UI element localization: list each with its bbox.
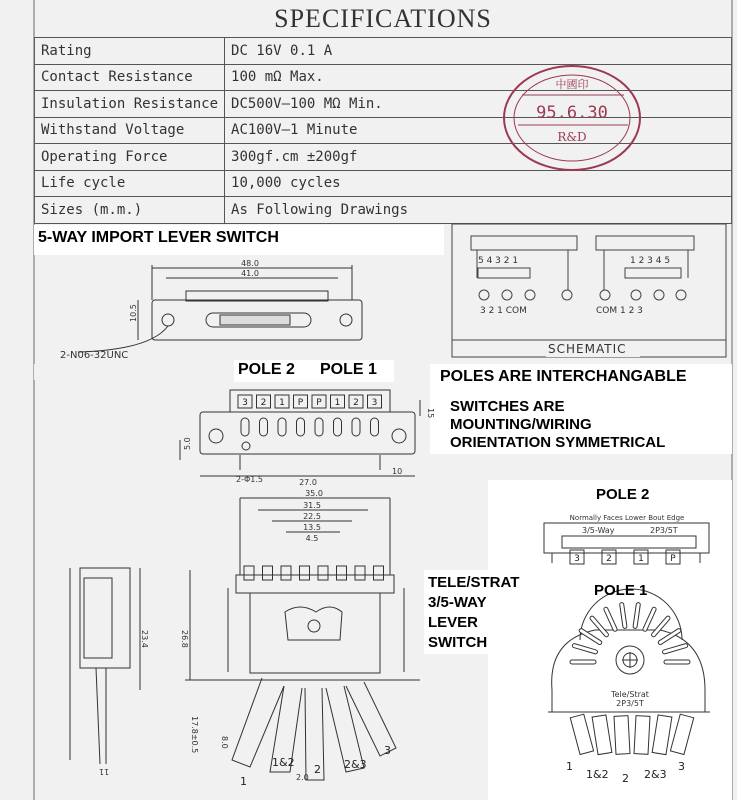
dim-20: 2.0 <box>296 773 309 782</box>
dim-135: 13.5 <box>303 523 321 532</box>
spec-value: As Following Drawings <box>225 197 732 224</box>
schematic-caption: SCHEMATIC <box>548 342 627 356</box>
right-lug-label: 1 <box>566 760 573 773</box>
lug-hole <box>315 418 323 436</box>
spec-label: Operating Force <box>35 144 225 171</box>
schematic-left-pins: 3 2 1 COM <box>480 306 527 316</box>
spec-label: Life cycle <box>35 170 225 197</box>
lug-hole <box>260 418 268 436</box>
spec-value: AC100V–1 Minute <box>225 117 732 144</box>
right-switch-body-label1: Tele/Strat <box>611 690 649 699</box>
heading-symmetrical-3: ORIENTATION SYMMETRICAL <box>450 434 666 451</box>
lug-label: 1&2 <box>272 756 295 769</box>
lug-marking: 1 <box>334 398 341 408</box>
assembly-lug <box>337 566 347 580</box>
dim-234: 23.4 <box>140 630 149 648</box>
right-switch-left-tag: 3/5-Way <box>582 526 615 535</box>
spec-label: Sizes (m.m.) <box>35 197 225 224</box>
heading-tele-4: SWITCH <box>428 634 488 651</box>
assembly-lug <box>355 566 365 580</box>
schematic-right-top: 1 2 3 4 5 <box>630 256 671 266</box>
heading-lever-switch: 5-WAY IMPORT LEVER SWITCH <box>38 229 279 246</box>
lug-hole <box>371 418 379 436</box>
spec-value: DC500V–100 MΩ Min. <box>225 91 732 118</box>
heading-interchangable: POLES ARE INTERCHANGABLE <box>440 368 687 385</box>
lug-hole <box>334 418 342 436</box>
assembly-lug <box>374 566 384 580</box>
right-lug-label: 2&3 <box>644 768 667 781</box>
heading-tele-2: 3/5-WAY <box>428 594 487 611</box>
schematic-left-top: 5 4 3 2 1 <box>478 256 519 266</box>
heading-pole1: POLE 1 <box>320 361 377 378</box>
lug-marking: 2 <box>353 398 359 408</box>
lug-marking: 2 <box>260 398 267 408</box>
spec-label: Withstand Voltage <box>35 117 225 144</box>
thread-callout: 2-N06-32UNC <box>60 350 129 361</box>
lug-hole <box>278 418 286 436</box>
right-lug-label: 2 <box>622 772 629 785</box>
assembly-lug <box>281 566 291 580</box>
spec-value: DC 16V 0.1 A <box>225 38 732 65</box>
right-lug-label: 1&2 <box>586 768 609 781</box>
spec-label: Rating <box>35 38 225 65</box>
dim-268: 26.8 <box>180 630 189 648</box>
dim-10: 10 <box>392 467 403 476</box>
dim-27: 27.0 <box>299 478 317 487</box>
dim-225: 22.5 <box>303 512 321 521</box>
heading-pole1-right: POLE 1 <box>594 582 648 599</box>
lug-marking: 3 <box>242 398 248 408</box>
dim-48: 48.0 <box>241 259 259 268</box>
right-lug-label: 3 <box>678 760 685 773</box>
lug-label: 2&3 <box>344 758 367 771</box>
spec-value: 300gf.cm ±200gf <box>225 144 732 171</box>
right-switch-faces-note: Normally Faces Lower Bout Edge <box>569 514 685 522</box>
spec-value: 100 mΩ Max. <box>225 64 732 91</box>
lug-marking: 3 <box>371 398 378 408</box>
dim-15: 15 <box>426 408 435 419</box>
page-title: SPECIFICATIONS <box>274 4 492 33</box>
bottom-lug-row <box>244 566 384 580</box>
assembly-lug <box>300 566 310 580</box>
right-pole2-lug-marking: 3 <box>574 554 580 564</box>
dim-50: 5.0 <box>183 437 192 450</box>
lug-marking: P <box>297 398 304 408</box>
lug-label: 2 <box>314 763 321 776</box>
dim-2phi: 2-Φ1.5 <box>236 475 263 484</box>
lug-hole <box>352 418 360 436</box>
right-pole2-lug-marking: 1 <box>638 554 644 564</box>
schematic-diagram <box>452 224 726 357</box>
lever-switch-top-view <box>78 265 362 352</box>
assembly-lug <box>318 566 328 580</box>
spec-label: Contact Resistance <box>35 64 225 91</box>
lever-switch-bottom-view <box>70 498 420 780</box>
right-pole2-lug-marking: P <box>670 554 676 564</box>
dim-35: 35.0 <box>305 489 323 498</box>
stamp-line1: 中國印 <box>555 78 589 91</box>
dim-105: 10.5 <box>129 304 138 322</box>
lug-label: 3 <box>384 744 391 757</box>
heading-tele-1: TELE/STRAT <box>428 574 520 591</box>
lug-hole <box>241 418 249 436</box>
spec-value: 10,000 cycles <box>225 170 732 197</box>
stamp-line3: R&D <box>557 130 587 144</box>
lug-label: 1 <box>240 775 247 788</box>
dim-11: 11 <box>98 767 110 776</box>
heading-pole2: POLE 2 <box>238 361 295 378</box>
right-pole2-lug-marking: 2 <box>606 554 612 564</box>
mid-lug-row <box>238 395 382 436</box>
lug-marking: P <box>316 398 322 408</box>
dim-315: 31.5 <box>303 501 321 510</box>
assembly-lug <box>263 566 273 580</box>
assembly-lug <box>244 566 254 580</box>
heading-pole2-right: POLE 2 <box>596 486 650 503</box>
spec-label: Insulation Resistance <box>35 91 225 118</box>
heading-tele-3: LEVER <box>428 614 479 631</box>
dim-178: 17.8±0.5 <box>190 716 199 754</box>
heading-symmetrical-1: SWITCHES ARE <box>450 398 565 415</box>
right-switch-body-label2: 2P3/5T <box>616 699 644 708</box>
dim-45: 4.5 <box>305 534 319 543</box>
lug-hole <box>297 418 305 436</box>
dim-41: 41.0 <box>241 269 259 278</box>
dim-80: 8.0 <box>220 736 229 749</box>
stamp-date: 95.6.30 <box>536 103 608 123</box>
lug-marking: 1 <box>279 398 285 408</box>
schematic-right-pins: COM 1 2 3 <box>596 306 643 316</box>
heading-symmetrical-2: MOUNTING/WIRING <box>450 416 592 433</box>
approval-stamp <box>504 66 640 170</box>
right-switch-right-tag: 2P3/5T <box>650 526 678 535</box>
